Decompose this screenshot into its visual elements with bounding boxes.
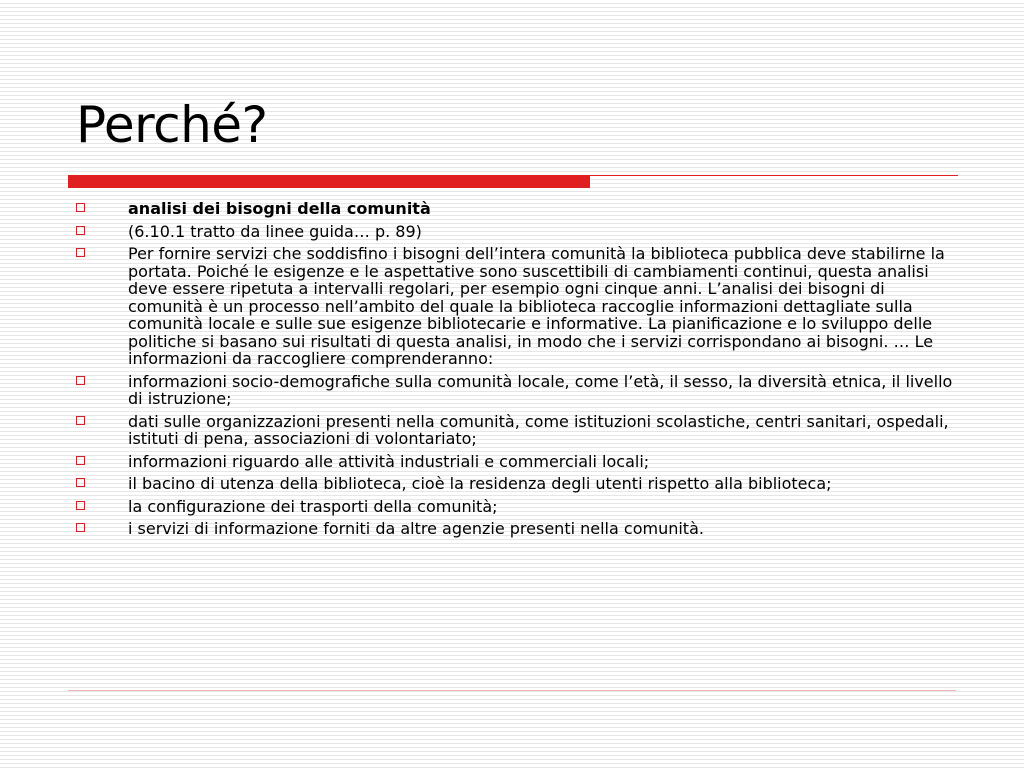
list-item xyxy=(76,520,956,538)
list-item xyxy=(76,373,956,408)
list-item xyxy=(76,223,956,241)
square-bullet-icon xyxy=(76,416,85,425)
list-item xyxy=(76,413,956,448)
bullet-text: Per fornire servizi che soddisfino i bisogni dell’intera comunità la biblioteca pubblica deve stabilirne la portata. Poiché le esigenze e le aspettative sono suscettibili di cambiamenti continui, questa analisi deve essere ripetuta a intervalli regolari, per esempio ogni cinque anni. L’analisi dei bisogni di comunità è un processo nell’ambito del quale la biblioteca raccoglie informazioni dettagliate sulla comunità locale e sulle sue esigenze bibliotecarie e informative. La pianificazione e lo sviluppo delle politiche si basano sui risultati di questa analisi, in modo che i servizi corrispondano ai bisogni. … Le informazioni da raccogliere comprenderanno: xyxy=(128,244,945,368)
square-bullet-icon xyxy=(76,501,85,510)
bullet-text: informazioni riguardo alle attività industriali e commerciali locali; xyxy=(128,451,650,471)
bullet-list xyxy=(76,200,956,543)
slide-title: Perché? xyxy=(76,96,268,154)
square-bullet-icon xyxy=(76,376,85,385)
title-rule-thick xyxy=(68,175,590,188)
list-item xyxy=(76,200,956,218)
title-rule-thin xyxy=(590,175,958,176)
square-bullet-icon xyxy=(76,523,85,532)
bullet-text: la configurazione dei trasporti della comunità; xyxy=(128,496,498,516)
bullet-text: il bacino di utenza della biblioteca, cioè la residenza degli utenti rispetto alla biblioteca; xyxy=(128,474,832,493)
square-bullet-icon xyxy=(76,203,85,212)
bullet-text: i servizi di informazione forniti da altre agenzie presenti nella comunità. xyxy=(128,519,704,538)
list-item xyxy=(76,453,956,471)
bullet-text: (6.10.1 tratto da linee guida… p. 89) xyxy=(128,221,422,241)
list-item xyxy=(76,498,956,516)
bullet-text: informazioni socio-demografiche sulla comunità locale, come l’età, il sesso, la diversità etnica, il livello di istruzione; xyxy=(128,371,953,408)
square-bullet-icon xyxy=(76,456,85,465)
square-bullet-icon xyxy=(76,478,85,487)
bullet-text: analisi dei bisogni della comunità xyxy=(128,199,431,218)
square-bullet-icon xyxy=(76,226,85,235)
footer-rule xyxy=(68,690,956,691)
list-item xyxy=(76,475,956,493)
square-bullet-icon xyxy=(76,248,85,257)
bullet-text: dati sulle organizzazioni presenti nella comunità, come istituzioni scolastiche, centri sanitari, ospedali, istituti di pena, associazioni di volontariato; xyxy=(128,411,949,448)
list-item xyxy=(76,245,956,368)
